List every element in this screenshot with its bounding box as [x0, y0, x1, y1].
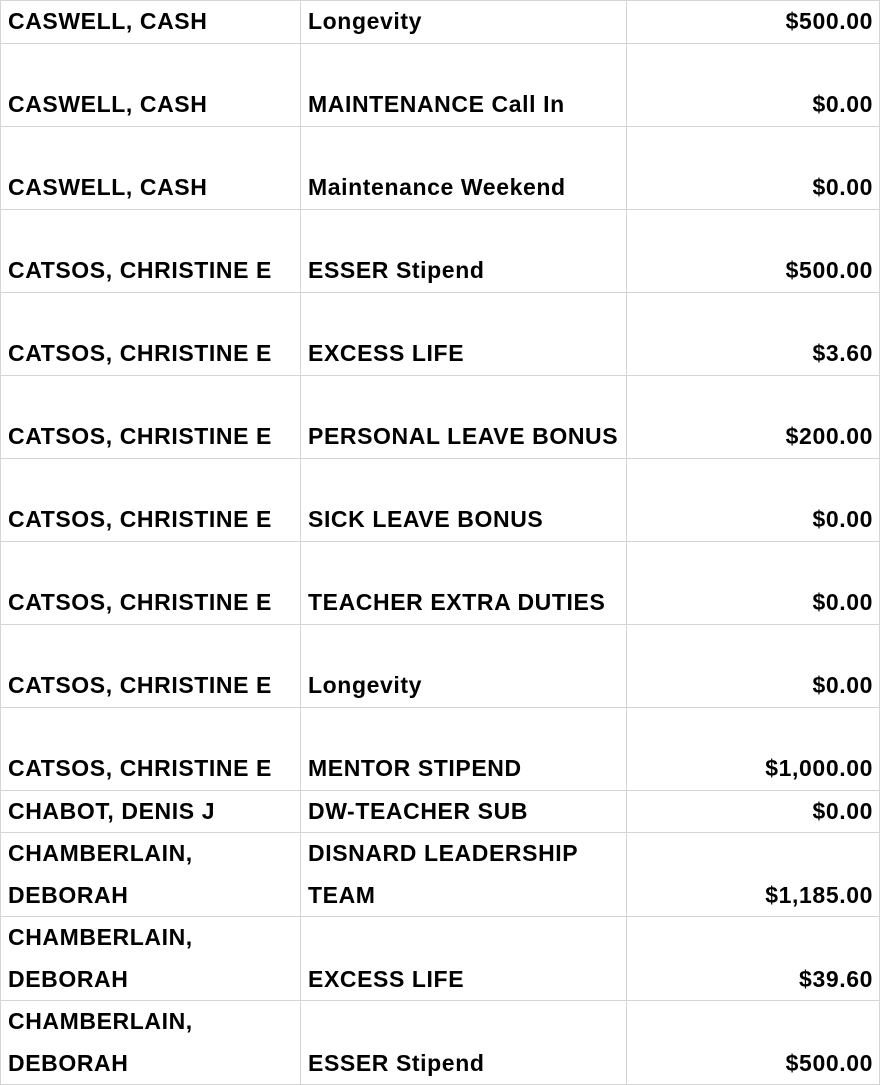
- employee-name-cell-text: CATSOS, CHRISTINE E: [8, 423, 272, 449]
- amount-cell-text: $500.00: [785, 8, 873, 34]
- table-row: [1, 790, 880, 833]
- pay-description-cell: [301, 375, 627, 458]
- amount-cell-text: $39.60: [799, 965, 873, 992]
- pay-description-cell-text: MENTOR STIPEND: [308, 755, 522, 781]
- pay-description-cell-text: PERSONAL LEAVE BONUS: [308, 423, 619, 449]
- table-body: [1, 1, 880, 1085]
- amount-cell-text: $1,185.00: [765, 881, 873, 908]
- employee-name-cell: [1, 624, 301, 707]
- pay-description-cell-text: ESSER Stipend: [308, 257, 485, 283]
- amount-cell-text: $0.00: [812, 174, 873, 200]
- pay-description-cell-text: Longevity: [308, 672, 423, 698]
- table-row: [1, 541, 880, 624]
- table-row: [1, 375, 880, 458]
- pay-description-cell-text: DW-TEACHER SUB: [308, 797, 529, 824]
- pay-description-cell: [301, 624, 627, 707]
- amount-cell: [627, 707, 880, 790]
- employee-name-cell: [1, 209, 301, 292]
- pay-description-cell: [301, 209, 627, 292]
- employee-name-cell: [1, 1, 301, 44]
- table-row: [1, 833, 880, 917]
- pay-description-cell-text: Maintenance Weekend: [308, 174, 566, 200]
- amount-cell-text: $3.60: [812, 340, 873, 366]
- employee-name-cell: [1, 790, 301, 833]
- amount-cell-text: $500.00: [785, 1049, 873, 1076]
- amount-cell-text: $200.00: [785, 423, 873, 449]
- amount-cell: [627, 209, 880, 292]
- amount-cell-text: $0.00: [812, 797, 873, 824]
- table-row: [1, 707, 880, 790]
- pay-description-cell: [301, 1, 627, 44]
- employee-name-cell-text: CHAMBERLAIN, DEBORAH: [8, 1008, 193, 1076]
- pay-description-cell: [301, 458, 627, 541]
- amount-cell-text: $500.00: [785, 257, 873, 283]
- employee-name-cell: [1, 541, 301, 624]
- pay-description-cell-text: ESSER Stipend: [308, 1049, 485, 1076]
- amount-cell: [627, 43, 880, 126]
- pay-description-cell: [301, 707, 627, 790]
- pay-description-cell-text: MAINTENANCE Call In: [308, 91, 565, 117]
- table-row: [1, 1, 880, 44]
- amount-cell-text: $0.00: [812, 506, 873, 532]
- employee-name-cell: [1, 458, 301, 541]
- pay-description-cell-text: EXCESS LIFE: [308, 340, 465, 366]
- employee-name-cell: [1, 375, 301, 458]
- pay-description-cell: [301, 292, 627, 375]
- amount-cell: [627, 790, 880, 833]
- pay-description-cell: [301, 1001, 627, 1085]
- pay-description-cell-text: Longevity: [308, 8, 423, 34]
- employee-name-cell-text: CHAMBERLAIN, DEBORAH: [8, 840, 193, 908]
- amount-cell: [627, 1001, 880, 1085]
- pay-description-cell-text: TEACHER EXTRA DUTIES: [308, 589, 606, 615]
- pay-description-cell: [301, 126, 627, 209]
- pay-description-cell: [301, 43, 627, 126]
- employee-name-cell: [1, 1001, 301, 1085]
- employee-name-cell-text: CASWELL, CASH: [8, 174, 208, 200]
- amount-cell: [627, 126, 880, 209]
- pay-description-cell: [301, 833, 627, 917]
- table-row: [1, 43, 880, 126]
- employee-name-cell: [1, 833, 301, 917]
- table-row: [1, 624, 880, 707]
- table-row: [1, 209, 880, 292]
- pay-description-cell: [301, 790, 627, 833]
- amount-cell: [627, 917, 880, 1001]
- amount-cell: [627, 375, 880, 458]
- employee-name-cell-text: CATSOS, CHRISTINE E: [8, 589, 272, 615]
- employee-name-cell-text: CASWELL, CASH: [8, 8, 208, 34]
- employee-name-cell-text: CATSOS, CHRISTINE E: [8, 755, 272, 781]
- pay-description-cell-text: EXCESS LIFE: [308, 965, 465, 992]
- employee-name-cell: [1, 43, 301, 126]
- pay-description-cell: [301, 917, 627, 1001]
- amount-cell-text: $0.00: [812, 589, 873, 615]
- employee-name-cell-text: CATSOS, CHRISTINE E: [8, 340, 272, 366]
- employee-name-cell: [1, 707, 301, 790]
- employee-name-cell-text: CHABOT, DENIS J: [8, 797, 216, 824]
- amount-cell: [627, 292, 880, 375]
- table-row: [1, 458, 880, 541]
- pay-description-cell-text: DISNARD LEADERSHIP TEAM: [308, 840, 578, 908]
- employee-name-cell-text: CHAMBERLAIN, DEBORAH: [8, 924, 193, 992]
- amount-cell: [627, 541, 880, 624]
- table-row: [1, 292, 880, 375]
- employee-name-cell: [1, 917, 301, 1001]
- pay-description-cell-text: SICK LEAVE BONUS: [308, 506, 544, 532]
- amount-cell: [627, 833, 880, 917]
- table-row: [1, 917, 880, 1001]
- employee-name-cell: [1, 126, 301, 209]
- employee-name-cell: [1, 292, 301, 375]
- amount-cell: [627, 458, 880, 541]
- employee-name-cell-text: CATSOS, CHRISTINE E: [8, 506, 272, 532]
- table-row: [1, 1001, 880, 1085]
- amount-cell-text: $1,000.00: [765, 755, 873, 781]
- amount-cell-text: $0.00: [812, 91, 873, 117]
- employee-name-cell-text: CATSOS, CHRISTINE E: [8, 672, 272, 698]
- amount-cell: [627, 1, 880, 44]
- employee-name-cell-text: CASWELL, CASH: [8, 91, 208, 117]
- table-row: [1, 126, 880, 209]
- pay-description-cell: [301, 541, 627, 624]
- amount-cell-text: $0.00: [812, 672, 873, 698]
- amount-cell: [627, 624, 880, 707]
- employee-name-cell-text: CATSOS, CHRISTINE E: [8, 257, 272, 283]
